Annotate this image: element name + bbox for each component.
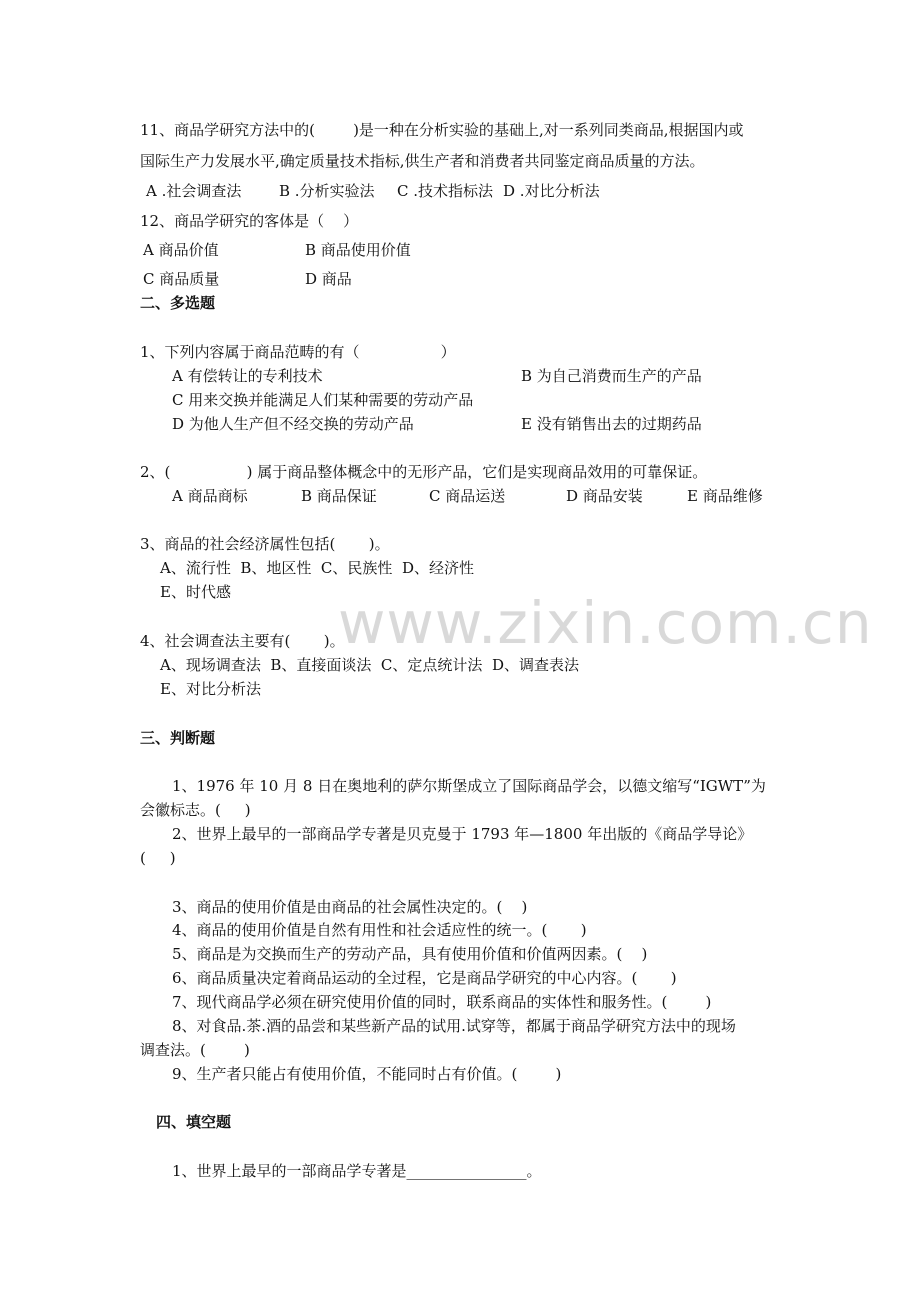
tf-q8-line-2: 调查法。( ) — [140, 1041, 250, 1059]
tf-q2-line-1: 2、世界上最早的一部商品学专著是贝克曼于 1793 年—1800 年出版的《商品学导论》 — [172, 825, 753, 843]
mc-q1-option-b: B 为自己消费而生产的产品 — [521, 367, 702, 385]
mc-q4-stem: 4、社会调查法主要有( )。 — [140, 632, 345, 650]
mc-q1-stem: 1、下列内容属于商品范畴的有（ ） — [140, 343, 456, 361]
tf-q7: 7、现代商品学必须在研究使用价值的同时，联系商品的实体性和服务性。( ) — [172, 993, 712, 1011]
mc-q3-option-e: E、时代感 — [160, 583, 231, 601]
tf-q8-line-1: 8、对食品.茶.酒的品尝和某些新产品的试用.试穿等，都属于商品学研究方法中的现场 — [172, 1017, 736, 1035]
mc-q1-option-a: A 有偿转让的专利技术 — [172, 367, 323, 385]
q12-option-b: B 商品使用价值 — [305, 241, 411, 259]
mc-q2-option-e: E 商品维修 — [687, 487, 763, 505]
section-heading-true-false: 三、判断题 — [140, 729, 216, 747]
mc-q2-stem: 2、( ) 属于商品整体概念中的无形产品，它们是实现商品效用的可靠保证。 — [140, 463, 708, 481]
mc-q4-option-e: E、对比分析法 — [160, 680, 261, 698]
q11-line-2: 国际生产力发展水平,确定质量技术指标,供生产者和消费者共同鉴定商品质量的方法。 — [140, 152, 705, 170]
tf-q2-line-2: ( ) — [140, 849, 176, 867]
q11-option-c: C .技术指标法 — [397, 182, 494, 200]
tf-q6: 6、商品质量决定着商品运动的全过程，它是商品学研究的中心内容。( ) — [172, 969, 677, 987]
tf-q9: 9、生产者只能占有使用价值，不能同时占有价值。( ) — [172, 1065, 562, 1083]
mc-q3-options: A、流行性 B、地区性 C、民族性 D、经济性 — [160, 559, 474, 577]
tf-q1-line-1: 1、1976 年 10 月 8 日在奥地利的萨尔斯堡成立了国际商品学会，以德文缩写“IGWT”为 — [172, 777, 766, 795]
mc-q1-option-e: E 没有销售出去的过期药品 — [521, 415, 702, 433]
mc-q4-options: A、现场调查法 B、直接面谈法 C、定点统计法 D、调查表法 — [160, 656, 579, 674]
q11-line-1: 11、商品学研究方法中的( )是一种在分析实验的基础上,对一系列同类商品,根据国内或 — [140, 121, 744, 139]
tf-q5: 5、商品是为交换而生产的劳动产品，具有使用价值和价值两因素。( ) — [172, 945, 648, 963]
mc-q2-option-a: A 商品商标 — [172, 487, 248, 505]
q11-option-d: D .对比分析法 — [503, 182, 600, 200]
q12-option-d: D 商品 — [305, 270, 352, 288]
section-heading-fill-blank: 四、填空题 — [156, 1113, 232, 1131]
mc-q2-option-d: D 商品安装 — [566, 487, 643, 505]
section-heading-multi-choice: 二、多选题 — [140, 294, 216, 312]
q12-option-c: C 商品质量 — [143, 270, 220, 288]
tf-q3: 3、商品的使用价值是由商品的社会属性决定的。( ) — [172, 898, 528, 916]
mc-q3-stem: 3、商品的社会经济属性包括( )。 — [140, 535, 390, 553]
mc-q2-option-c: C 商品运送 — [429, 487, 506, 505]
watermark: www.zixin.com.cn — [338, 589, 873, 657]
mc-q2-option-b: B 商品保证 — [301, 487, 377, 505]
tf-q1-line-2: 会徽标志。( ) — [140, 801, 251, 819]
fb-q1: 1、世界上最早的一部商品学专著是________________。 — [172, 1162, 542, 1180]
q12-stem: 12、商品学研究的客体是（ ） — [140, 212, 359, 230]
q12-option-a: A 商品价值 — [143, 241, 219, 259]
q11-option-b: B .分析实验法 — [279, 182, 375, 200]
mc-q1-option-c: C 用来交换并能满足人们某种需要的劳动产品 — [172, 391, 474, 409]
q11-option-a: A .社会调查法 — [146, 182, 242, 200]
tf-q4: 4、商品的使用价值是自然有用性和社会适应性的统一。( ) — [172, 921, 587, 939]
mc-q1-option-d: D 为他人生产但不经交换的劳动产品 — [172, 415, 414, 433]
